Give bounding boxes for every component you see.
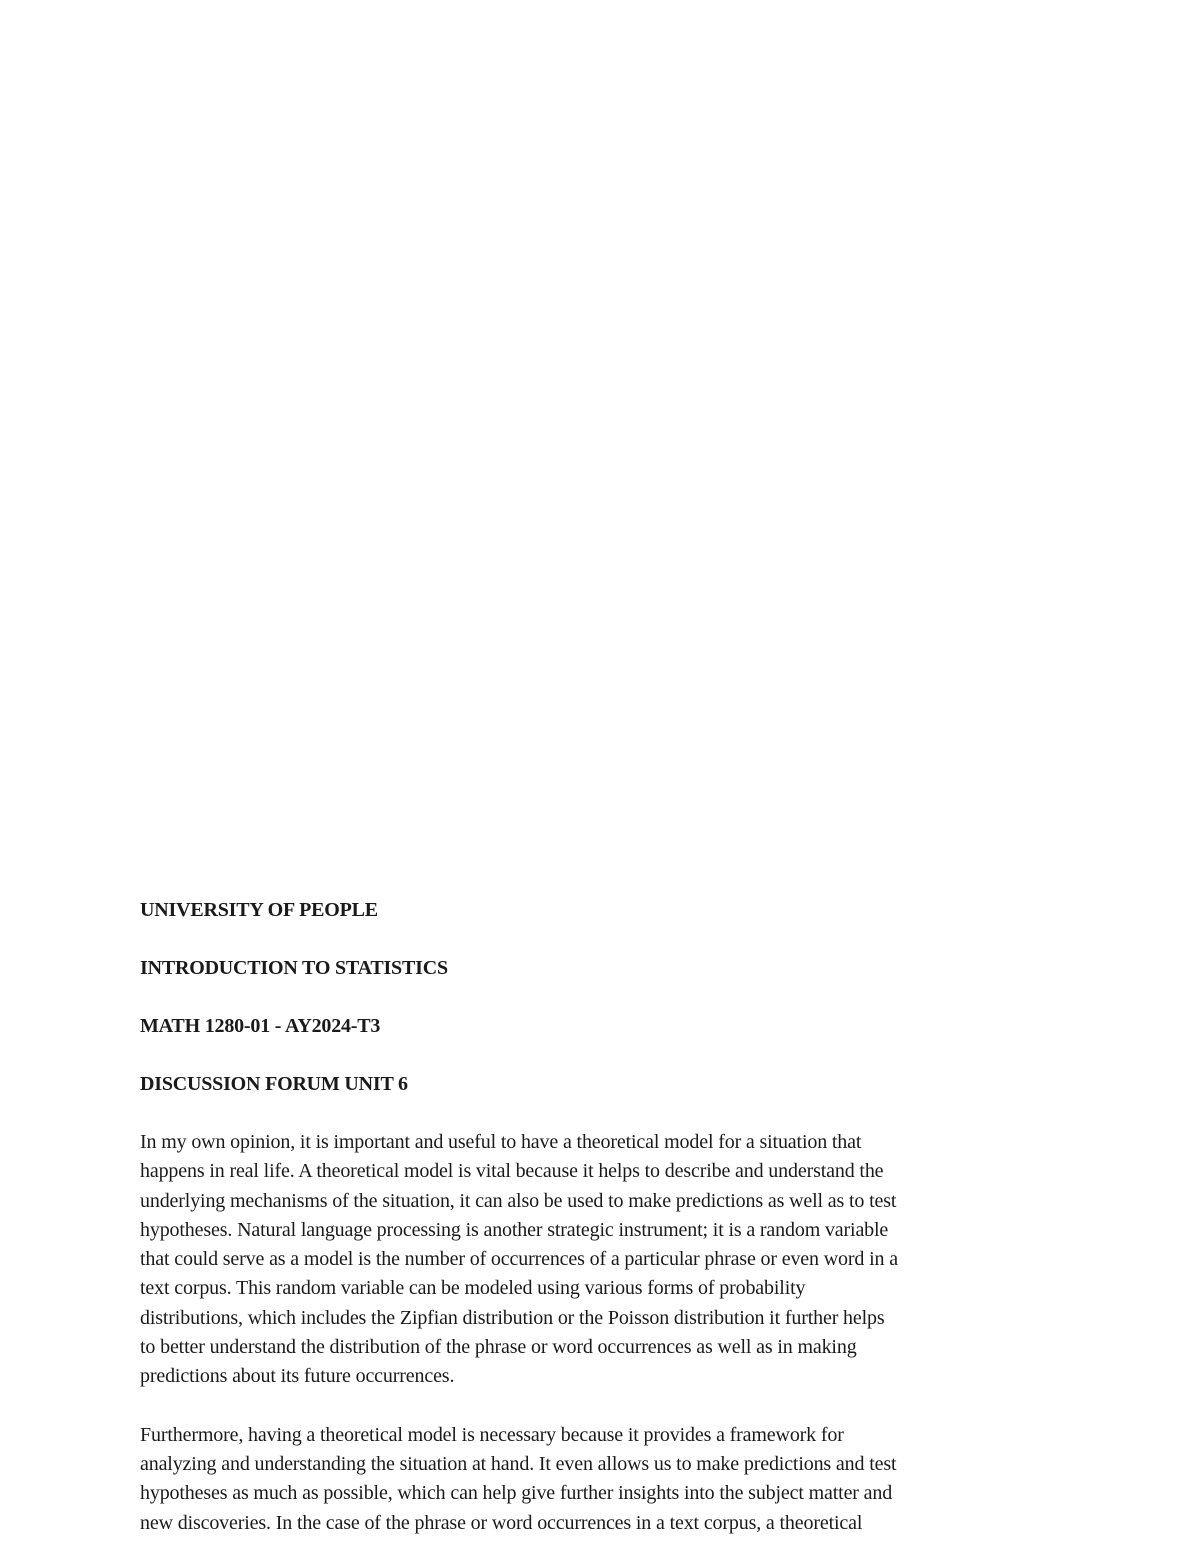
paragraph-line: underlying mechanisms of the situation, it can also be used to make predictions as well as to test — [140, 1189, 897, 1212]
paragraph-line: that could serve as a model is the number of occurrences of a particular phrase or even word in a — [140, 1248, 898, 1271]
paragraph-line: distributions, which includes the Zipfian distribution or the Poisson distribution it further helps — [140, 1306, 885, 1329]
document-content — [140, 896, 1060, 1553]
course-code-heading: MATH 1280-01 - AY2024-T3 — [140, 1015, 381, 1037]
paragraph-line: hypotheses as much as possible, which can help give further insights into the subject matter and — [140, 1482, 893, 1505]
paragraph-line: hypotheses. Natural language processing is another strategic instrument; it is a random variable — [140, 1218, 889, 1241]
paragraph-line: predictions about its future occurrences. — [140, 1365, 455, 1388]
paragraph-1 — [140, 1128, 1060, 1392]
institution-heading: UNIVERSITY OF PEOPLE — [140, 899, 378, 921]
course-title-heading: INTRODUCTION TO STATISTICS — [140, 957, 448, 979]
paragraph-line: analyzing and understanding the situation at hand. It even allows us to make predictions and test — [140, 1452, 897, 1475]
assignment-heading: DISCUSSION FORUM UNIT 6 — [140, 1073, 408, 1095]
paragraph-line: text corpus. This random variable can be modeled using various forms of probability — [140, 1277, 806, 1300]
paragraph-line: In my own opinion, it is important and useful to have a theoretical model for a situation that — [140, 1131, 862, 1153]
paragraph-line: happens in real life. A theoretical model is vital because it helps to describe and understand the — [140, 1160, 884, 1183]
paragraph-line: to better understand the distribution of the phrase or word occurrences as well as in making — [140, 1336, 857, 1359]
paragraph-2 — [140, 1421, 1060, 1538]
paragraph-line: new discoveries. In the case of the phrase or word occurrences in a text corpus, a theoretical — [140, 1511, 863, 1534]
paragraph-line: Furthermore, having a theoretical model is necessary because it provides a framework for — [140, 1423, 844, 1446]
